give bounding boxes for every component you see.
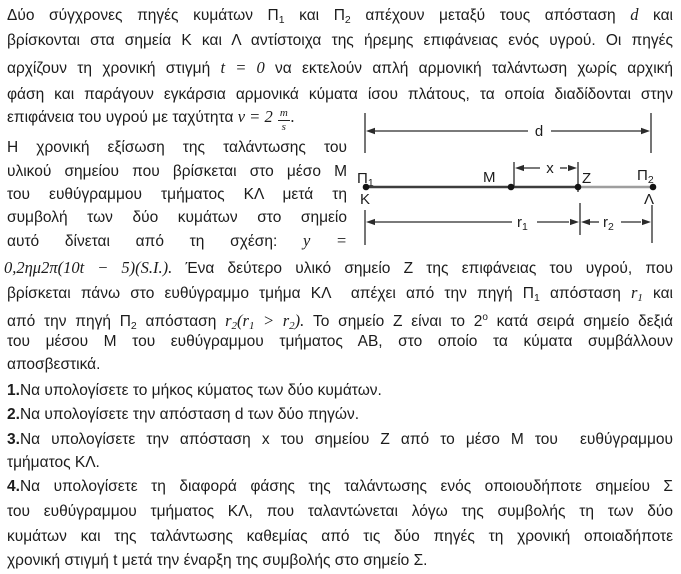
text-line xyxy=(7,332,673,353)
text-segment: αυτό δίνεται από τη σχέση: xyxy=(7,233,303,250)
text-line xyxy=(7,85,673,106)
text-segment: r xyxy=(242,311,249,330)
point-lambda-label: Λ xyxy=(644,191,655,208)
text-line xyxy=(7,502,673,523)
text-segment: απόσταση xyxy=(539,285,631,302)
text-segment: Να υπολογίσετε το μήκος κύματος των δύο κυμάτων. xyxy=(19,382,382,399)
text-line xyxy=(7,31,673,52)
text-line xyxy=(7,355,673,376)
text-segment: . xyxy=(290,107,295,126)
text-segment: του μέσου Μ του ευθύγραμμου τμήματος ΑΒ, στο οποίο τα κύματα συμβάλλουν xyxy=(7,333,673,350)
text-segment: του ευθύγραμμου τμήματος ΚΛ, που ταλαντώνεται λόγω της συμβολής τη των δύο xyxy=(7,503,673,520)
text-line xyxy=(7,477,673,498)
text-segment: κυμάτων και της ταλάντωσης καθεμίας από τις δύο πηγές τη χρονική οποιαδήποτε xyxy=(7,528,673,545)
text-segment: 1. xyxy=(7,382,20,399)
text-line xyxy=(7,381,673,402)
text-segment: χρονική στιγμή t μετά την έναρξη της συμβολής στο σημείο Σ. xyxy=(7,552,428,569)
text-line xyxy=(7,551,673,572)
text-segment: 2 xyxy=(344,14,351,26)
text-segment: απόσταση xyxy=(136,313,226,330)
text-segment: > xyxy=(254,311,283,330)
text-segment: και xyxy=(638,7,674,24)
text-line xyxy=(7,308,673,332)
text-segment: συμβολή των δύο κυμάτων στο σημείο xyxy=(7,209,347,226)
d-left-arrowhead xyxy=(366,128,375,134)
text-segment: απέχουν μεταξύ τους απόσταση xyxy=(350,7,631,24)
text-segment: να εκτελούν απλή αρμονική ταλάντωση χωρίς αρχική xyxy=(264,60,674,77)
text-segment: ( xyxy=(237,311,243,330)
text-segment: v = 2 xyxy=(237,107,277,126)
text-line xyxy=(7,527,673,548)
text-line xyxy=(7,453,673,474)
point-z-dot xyxy=(575,184,582,191)
text-segment: 3. xyxy=(7,431,20,448)
point-m-dot xyxy=(508,184,515,191)
text-segment: 4. xyxy=(7,478,20,495)
r1-left-arrowhead xyxy=(366,219,375,225)
text-segment: Να υπολογίσετε την απόσταση d των δύο πηγών. xyxy=(19,406,360,423)
text-line xyxy=(7,5,673,26)
text-segment: 2 xyxy=(289,320,295,332)
text-segment: τμήματος ΚΛ. xyxy=(7,454,100,471)
text-line xyxy=(7,430,673,451)
text-segment: υλικού σημείου που βρίσκεται στο μέσο Μ xyxy=(7,163,347,180)
text-segment: Το σημείο Ζ είναι το 2 xyxy=(304,313,483,330)
r2-left-arrowhead xyxy=(581,219,590,225)
text-segment: Δύο σύγχρονες πηγές κυμάτων Π xyxy=(7,7,279,24)
d-right-arrowhead xyxy=(641,128,650,134)
text-line xyxy=(7,58,673,79)
text-segment: βρίσκονται στα σημεία Κ και Λ αντίστοιχα της ήρεμης επιφάνειας ενός υγρού. Οι πηγές xyxy=(7,32,673,49)
text-segment: 2 xyxy=(130,320,137,332)
x-left-arrowhead xyxy=(515,165,524,171)
text-segment: 2 xyxy=(231,320,238,332)
fraction-m-over-s: $\frac{m}{s}$ xyxy=(279,107,288,133)
text-line xyxy=(7,185,347,206)
text-segment: t = 0 xyxy=(220,58,265,77)
text-segment: αρχίζουν τη χρονική στιγμή xyxy=(7,60,221,77)
text-line xyxy=(4,258,673,279)
point-k-label: K xyxy=(360,191,371,208)
text-segment: r xyxy=(225,311,232,330)
text-segment: από την πηγή Π xyxy=(7,313,131,330)
text-segment: 0,2ημ2π(10t − 5)(S.I.). xyxy=(4,258,173,277)
text-segment: Η χρονική εξίσωση της ταλάντωσης του xyxy=(7,139,347,156)
x-label: x xyxy=(546,160,554,177)
text-line xyxy=(7,162,347,183)
r2-right-arrowhead xyxy=(642,219,651,225)
text-segment: ). xyxy=(294,311,305,330)
x-right-arrowhead xyxy=(568,165,577,171)
text-segment: 2. xyxy=(7,406,20,423)
text-line xyxy=(7,208,347,229)
text-segment: d xyxy=(630,5,639,24)
text-line xyxy=(7,231,347,252)
text-segment: r xyxy=(282,311,290,330)
text-segment: y = xyxy=(302,231,347,250)
text-segment: 1 xyxy=(278,14,285,26)
source1-label: $\Pi_1$ xyxy=(357,170,374,189)
midpoint-m-label: M xyxy=(483,169,496,186)
d-label: d xyxy=(534,123,544,140)
text-segment: του ευθύγραμμου τμήματος ΚΛ μετά τη xyxy=(7,186,347,203)
text-line xyxy=(7,405,673,426)
text-segment: Ένα δεύτερο υλικό σημείο Ζ της επιφάνειας του υγρού, που xyxy=(172,260,673,277)
text-segment: Να υπολογίσετε την απόσταση x του σημείου Ζ από το μέσο Μ του ευθύγραμμου xyxy=(19,431,673,448)
source2-label: $\Pi_2$ xyxy=(637,167,654,186)
text-segment: r xyxy=(630,283,638,302)
text-segment: 1 xyxy=(637,292,643,304)
text-segment: Να υπολογίσετε τη διαφορά φάσης της ταλάντωσης ενός οποιουδήποτε σημείου Σ xyxy=(19,478,673,495)
text-line xyxy=(7,283,673,304)
text-segment: και xyxy=(642,285,673,302)
text-segment: και Π xyxy=(284,7,345,24)
text-segment: φάση και παράγουν εγκάρσια αρμονικά κύματα ίσου πλάτους, τα οποία διαδίδονται στην xyxy=(7,86,673,103)
text-segment: 1 xyxy=(534,292,540,304)
point-z-label: Z xyxy=(582,170,592,187)
text-segment: 1 xyxy=(248,320,255,332)
text-segment: ο xyxy=(482,312,488,323)
text-line xyxy=(7,138,347,159)
r1-label: $r_1$ xyxy=(517,214,528,233)
wave-sources-diagram xyxy=(353,108,678,248)
r1-right-arrowhead xyxy=(570,219,579,225)
r2-label: $r_2$ xyxy=(603,214,614,233)
text-segment: βρίσκεται πάνω στο ευθύγραμμο τμήμα ΚΛ απέχει από την πηγή Π xyxy=(7,285,534,302)
text-segment: επιφάνεια του υγρού με ταχύτητα xyxy=(7,109,238,126)
text-segment: κατά σειρά σημείο δεξιά xyxy=(487,313,673,330)
text-segment: αποσβεστικά. xyxy=(7,356,101,373)
